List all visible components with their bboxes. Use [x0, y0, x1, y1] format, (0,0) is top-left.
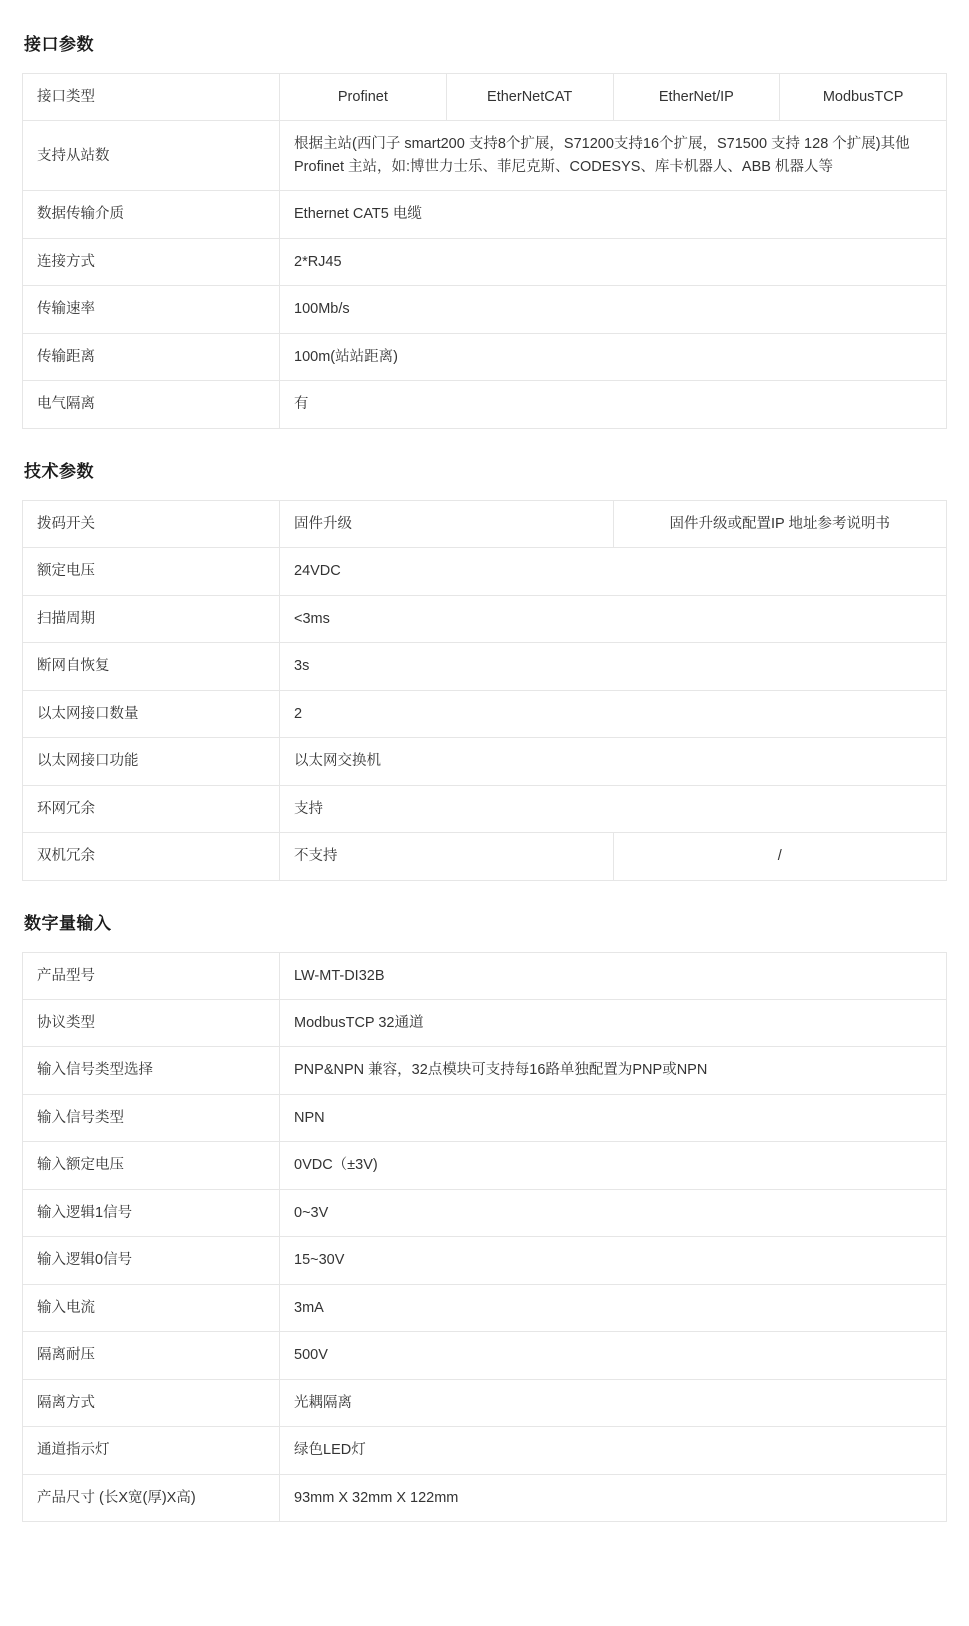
row-label: 额定电压: [23, 548, 280, 595]
row-value: 500V: [280, 1332, 947, 1379]
row-value: LW-MT-DI32B: [280, 952, 947, 999]
row-value: 24VDC: [280, 548, 947, 595]
row-label: 接口类型: [23, 74, 280, 121]
row-value: 光耦隔离: [280, 1379, 947, 1426]
row-label: 数据传输介质: [23, 191, 280, 238]
row-label: 拨码开关: [23, 500, 280, 547]
row-value: 2*RJ45: [280, 238, 947, 285]
table-row: [23, 1284, 947, 1331]
row-value: 15~30V: [280, 1237, 947, 1284]
row-value: NPN: [280, 1094, 947, 1141]
section-title-technical: 技术参数: [24, 461, 94, 481]
section-digital-input: [22, 909, 947, 1523]
row-label: 以太网接口数量: [23, 690, 280, 737]
section-interface-parameters: [22, 30, 947, 429]
table-row: [23, 1332, 947, 1379]
table-row: [23, 500, 947, 547]
row-label: 支持从站数: [23, 121, 280, 191]
row-value: PNP&NPN 兼容，32点模块可支持每16路单独配置为PNP或NPN: [280, 1047, 947, 1094]
technical-parameters-table: [22, 500, 947, 881]
row-label: 隔离方式: [23, 1379, 280, 1426]
table-row: [23, 833, 947, 880]
interface-type-ethernetcat: EtherNetCAT: [446, 74, 613, 121]
row-label: 产品型号: [23, 952, 280, 999]
table-row: [23, 1474, 947, 1521]
table-row: [23, 1237, 947, 1284]
row-label: 通道指示灯: [23, 1427, 280, 1474]
row-label: 断网自恢复: [23, 643, 280, 690]
table-row: [23, 738, 947, 785]
table-row: [23, 238, 947, 285]
row-value: 绿色LED灯: [280, 1427, 947, 1474]
row-label: 环网冗余: [23, 785, 280, 832]
table-row: [23, 643, 947, 690]
table-row: [23, 1427, 947, 1474]
row-value: 3s: [280, 643, 947, 690]
row-value: Ethernet CAT5 电缆: [280, 191, 947, 238]
table-row: [23, 74, 947, 121]
row-value: 根据主站(西门子 smart200 支持8个扩展，S71200支持16个扩展，S71500 支持 128 个扩展)其他 Profinet 主站，如:博世力士乐、菲尼克斯、CODESYS、库卡机器人、ABB 机器人等: [280, 121, 947, 191]
table-row: [23, 595, 947, 642]
interface-type-profinet: Profinet: [280, 74, 447, 121]
table-row: [23, 690, 947, 737]
row-value-left: 不支持: [280, 833, 614, 880]
row-label: 双机冗余: [23, 833, 280, 880]
row-value-left: 固件升级: [280, 500, 614, 547]
digital-input-table: [22, 952, 947, 1523]
row-value: 93mm X 32mm X 122mm: [280, 1474, 947, 1521]
table-row: [23, 1094, 947, 1141]
row-value: 100Mb/s: [280, 286, 947, 333]
table-row: [23, 548, 947, 595]
table-row: [23, 286, 947, 333]
table-row: [23, 381, 947, 428]
row-value-right: /: [613, 833, 947, 880]
table-row: [23, 333, 947, 380]
row-label: 传输速率: [23, 286, 280, 333]
table-row: [23, 785, 947, 832]
interface-type-modbustcp: ModbusTCP: [780, 74, 947, 121]
row-value: 以太网交换机: [280, 738, 947, 785]
interface-type-ethernetip: EtherNet/IP: [613, 74, 780, 121]
row-label: 输入信号类型: [23, 1094, 280, 1141]
row-value: 0VDC（±3V): [280, 1142, 947, 1189]
row-value: 2: [280, 690, 947, 737]
row-value: 100m(站站距离): [280, 333, 947, 380]
row-label: 输入电流: [23, 1284, 280, 1331]
row-value: 支持: [280, 785, 947, 832]
row-value: 有: [280, 381, 947, 428]
row-label: 输入信号类型选择: [23, 1047, 280, 1094]
table-row: [23, 952, 947, 999]
row-value-right: 固件升级或配置IP 地址参考说明书: [613, 500, 947, 547]
section-title-digital-input: 数字量输入: [24, 913, 112, 933]
row-value: 3mA: [280, 1284, 947, 1331]
row-label: 连接方式: [23, 238, 280, 285]
interface-parameters-table: [22, 73, 947, 429]
row-label: 以太网接口功能: [23, 738, 280, 785]
row-label: 输入额定电压: [23, 1142, 280, 1189]
row-label: 电气隔离: [23, 381, 280, 428]
row-label: 产品尺寸 (长X宽(厚)X高): [23, 1474, 280, 1521]
row-label: 输入逻辑0信号: [23, 1237, 280, 1284]
row-value: <3ms: [280, 595, 947, 642]
table-row: [23, 1047, 947, 1094]
row-label: 传输距离: [23, 333, 280, 380]
table-row: [23, 1142, 947, 1189]
row-value: 0~3V: [280, 1189, 947, 1236]
row-label: 隔离耐压: [23, 1332, 280, 1379]
row-label: 输入逻辑1信号: [23, 1189, 280, 1236]
section-title-interface: 接口参数: [24, 35, 94, 54]
section-technical-parameters: [22, 457, 947, 881]
row-value: ModbusTCP 32通道: [280, 999, 947, 1046]
table-row: [23, 191, 947, 238]
table-row: [23, 999, 947, 1046]
table-row: [23, 121, 947, 191]
row-label: 协议类型: [23, 999, 280, 1046]
row-label: 扫描周期: [23, 595, 280, 642]
table-row: [23, 1379, 947, 1426]
table-row: [23, 1189, 947, 1236]
